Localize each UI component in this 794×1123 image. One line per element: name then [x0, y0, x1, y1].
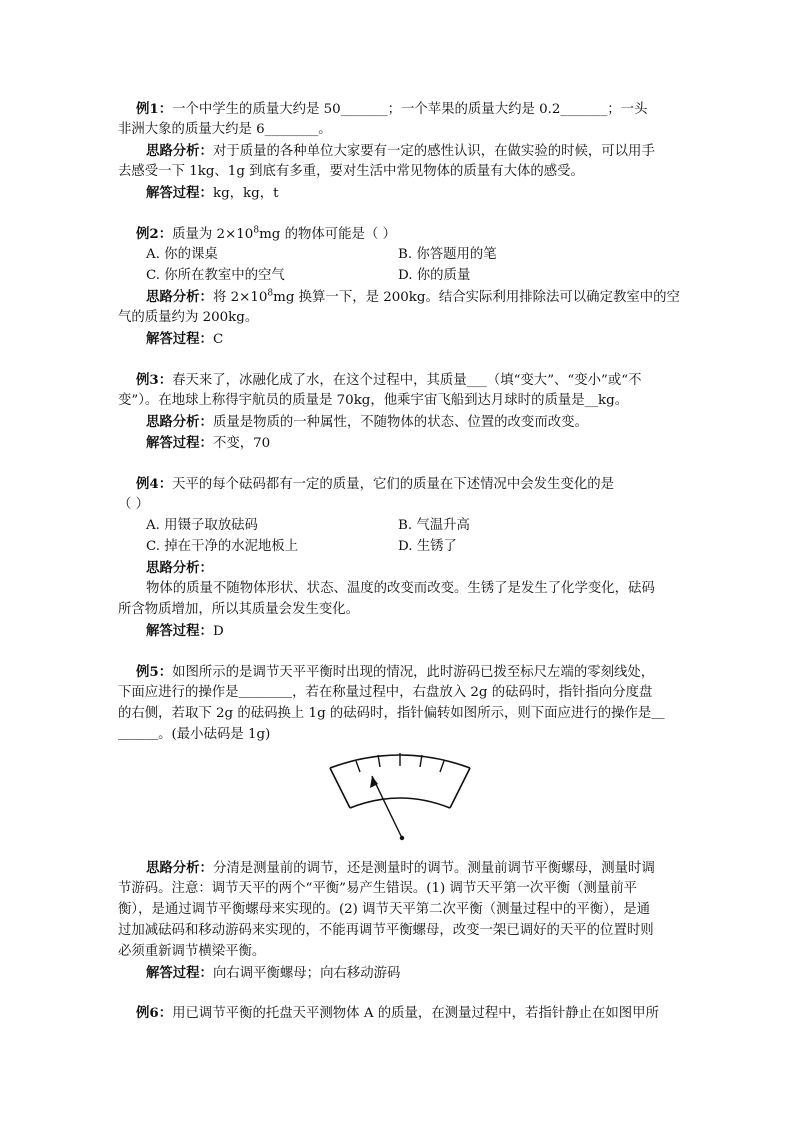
ex4-analysis-label: 思路分析： — [146, 560, 213, 576]
ex4-option-d: D. 生锈了 — [398, 539, 457, 554]
dial-pointer — [372, 776, 402, 838]
ex2-analysis-line2: 气的质量约为 200kg。 — [118, 310, 259, 325]
ex5-question-line1: 例5：如图所示的是调节天平平衡时出现的情况，此时游码已拨至标尺左端的零刻线处， — [136, 664, 655, 680]
ex4-analysis-line2: 所含物质增加，所以其质量会发生变化。 — [118, 602, 360, 617]
ex1-question-line1: 例1：一个中学生的质量大约是 50_______；一个苹果的质量大约是 0.2_______；一头 — [136, 101, 648, 117]
dial-tick — [356, 761, 360, 772]
ex2-option-a: A. 你的课桌 — [146, 247, 218, 262]
ex5-question-line4: ＿＿＿。(最小砝码是 1g) — [118, 727, 271, 742]
dial-right-side — [450, 768, 470, 808]
ex5-question-line2: 下面应进行的操作是＿＿＿＿，若在称量过程中，右盘放入 2g 的砝码时，指针指向分度盘 — [118, 685, 653, 700]
ex4-option-b: B. 气温升高 — [398, 518, 470, 533]
ex3-answer: 解答过程：不变，70 — [146, 435, 271, 451]
ex3-question-line1: 例3：春天来了，冰融化成了水，在这个过程中，其质量___（填“变大”、“变小”或“不 — [136, 372, 642, 388]
dial-tick — [440, 761, 444, 772]
ex3-question-line2: 变”）。在地球上称得宇航员的质量是 70kg，他乘宇宙飞船到达月球时的质量是__kg。 — [118, 393, 629, 408]
ex2-option-d: D. 你的质量 — [398, 268, 471, 283]
ex4-analysis-line1: 物体的质量不随物体形状、状态、温度的改变而改变。生锈了是发生了化学变化，砝码 — [146, 581, 655, 596]
ex4-question-line1: 例4：天平的每个砝码都有一定的质量，它们的质量在下述情况中会发生变化的是 — [136, 476, 614, 492]
balance-dial-figure — [320, 750, 480, 850]
ex6-question-line1: 例6：用已调节平衡的托盘天平测物体 A 的质量，在测量过程中，若指针静止在如图甲所 — [136, 1005, 659, 1021]
dial-pointer-pivot — [400, 836, 404, 840]
ex1-analysis-line1: 思路分析：对于质量的各种单位大家要有一定的感性认识，在做实验的时候，可以用手 — [146, 143, 655, 159]
ex5-analysis-line4: 过加减砝码和移动游码来实现的，不能再调节平衡螺母，改变一架已调好的天平的位置时则 — [118, 923, 654, 938]
ex1-question-line2: 非洲大象的质量大约是 6________。 — [118, 122, 332, 137]
ex5-question-line3: 的右侧，若取下 2g 的砝码换上 1g 的砝码时，指针偏转如图所示，则下面应进行的操作是＿ — [118, 706, 665, 721]
ex2-analysis-line1: 思路分析：将 $2\times 10^8mg$ 换算一下，是 200kg。结合实际利用排除法可以确定教室中的空 — [146, 288, 680, 305]
ex2-option-c: C. 你所在教室中的空气 — [146, 268, 285, 283]
ex4-option-c: C. 掉在干净的水泥地板上 — [146, 539, 299, 554]
dial-left-side — [330, 768, 350, 808]
ex1-answer: 解答过程：kg，kg，t — [146, 185, 279, 201]
ex2-answer: 解答过程：C — [146, 331, 224, 347]
ex1-label: 例1： — [136, 101, 173, 117]
ex2-option-b: B. 你答题用的笔 — [398, 247, 497, 262]
ex4-question-line2: （ ） — [118, 497, 150, 512]
ex2-question: 例2：质量为 $2\times 10^8mg$ 的物体可能是（ ） — [136, 225, 396, 242]
dial-inner-arc — [350, 798, 450, 808]
ex5-analysis-line1: 思路分析：分清是测量前的调节，还是测量时的调节。测量前调节平衡螺母，测量时调 — [146, 860, 655, 876]
ex5-answer: 解答过程：向右调平衡螺母；向右移动游码 — [146, 965, 401, 981]
ex5-analysis-line5: 必须重新调节横梁平衡。 — [118, 944, 266, 959]
ex5-analysis-line3: 衡），是通过调节平衡螺母来实现的。(2) 调节天平第二次平衡（测量过程中的平衡），是通 — [118, 902, 651, 917]
ex4-option-a: A. 用镊子取放砝码 — [146, 518, 258, 533]
ex5-analysis-line2: 节游码。注意：调节天平的两个“平衡”易产生错误。(1) 调节天平第一次平衡（测量前平 — [118, 881, 637, 896]
ex3-analysis: 思路分析：质量是物质的一种属性，不随物体的状态、位置的改变而改变。 — [146, 414, 588, 430]
ex4-answer: 解答过程：D — [146, 623, 224, 639]
ex1-analysis-line2: 去感受一下 1kg、1g 到底有多重，要对生活中常见物体的质量有大体的感受。 — [118, 164, 584, 179]
